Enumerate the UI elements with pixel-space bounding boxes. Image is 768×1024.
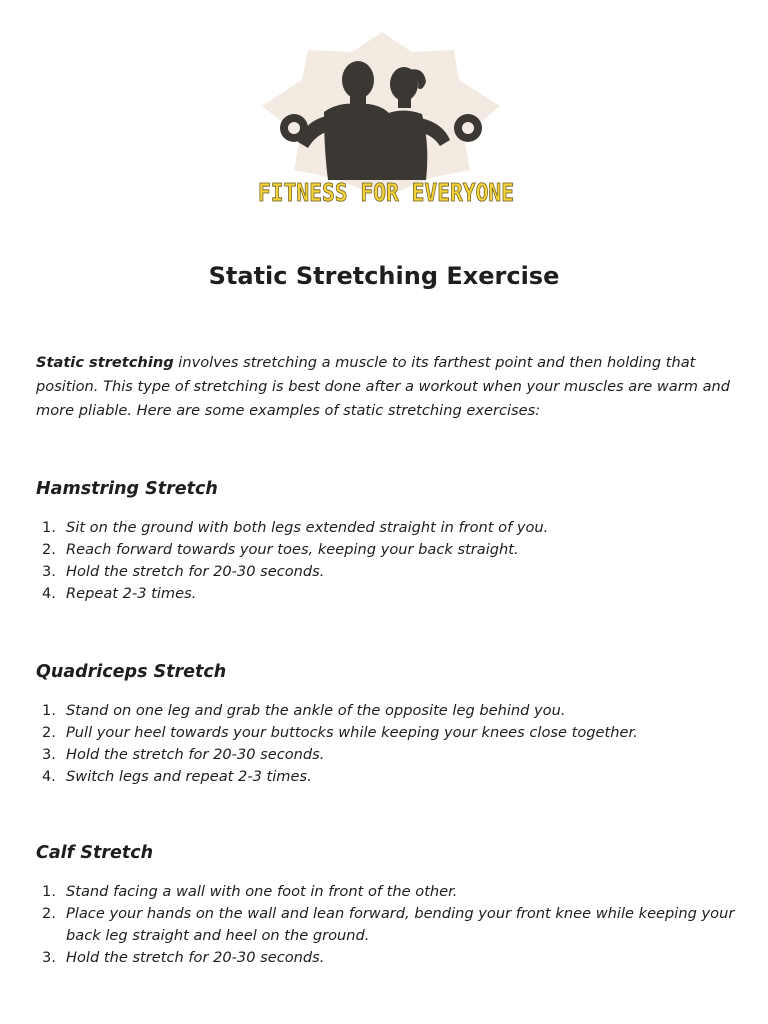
list-item	[36, 517, 736, 539]
step-number: 3.	[42, 949, 56, 966]
page-title: Static Stretching Exercise	[208, 262, 560, 290]
list-item	[36, 722, 736, 744]
section-heading-hamstring: Hamstring Stretch	[36, 479, 218, 499]
step-text: Hold the stretch for 20-30 seconds.	[66, 563, 325, 580]
step-number: 4.	[42, 585, 56, 602]
steps-list-calf	[36, 881, 736, 969]
intro-paragraph	[36, 351, 736, 423]
step-number: 3.	[42, 746, 56, 763]
section-heading-quadriceps: Quadriceps Stretch	[36, 662, 227, 682]
step-number: 1.	[42, 883, 56, 900]
step-number: 1.	[42, 702, 56, 719]
step-text: Switch legs and repeat 2-3 times.	[66, 768, 312, 785]
step-text: Stand facing a wall with one foot in front of the other.	[66, 883, 458, 900]
list-item	[36, 583, 736, 605]
list-item	[36, 539, 736, 561]
step-text: Reach forward towards your toes, keeping your back straight.	[66, 541, 519, 558]
intro-bold-term: Static stretching	[36, 354, 174, 371]
list-item	[36, 744, 736, 766]
intro-text: involves stretching a muscle to its farthest point and then holding that position. This type of stretching is best done after a workout when your muscles are warm and more pliable. Here are some examples of static stretching exercises:	[36, 354, 731, 419]
steps-list-hamstring	[36, 517, 736, 605]
logo-text: FITNESS FOR EVERYONE	[258, 178, 514, 207]
step-text: Repeat 2-3 times.	[66, 585, 197, 602]
fitness-logo	[254, 30, 518, 212]
section-heading-calf: Calf Stretch	[36, 843, 154, 863]
step-text: Sit on the ground with both legs extended straight in front of you.	[66, 519, 549, 536]
steps-list-quadriceps	[36, 700, 736, 788]
step-number: 3.	[42, 563, 56, 580]
step-text: Stand on one leg and grab the ankle of the opposite leg behind you.	[66, 702, 566, 719]
list-item	[36, 766, 736, 788]
step-number: 1.	[42, 519, 56, 536]
list-item	[36, 881, 736, 903]
step-number: 2.	[42, 905, 56, 922]
step-text: Pull your heel towards your buttocks while keeping your knees close together.	[66, 724, 638, 741]
list-item	[36, 700, 736, 722]
step-number: 2.	[42, 541, 56, 558]
fitness-couple-dumbbells-icon	[254, 30, 518, 212]
list-item	[36, 947, 736, 969]
step-number: 2.	[42, 724, 56, 741]
step-number: 4.	[42, 768, 56, 785]
step-text: Place your hands on the wall and lean forward, bending your front knee while keeping your back leg straight and heel on the ground.	[66, 905, 735, 944]
step-text: Hold the stretch for 20-30 seconds.	[66, 746, 325, 763]
list-item	[36, 903, 736, 947]
step-text: Hold the stretch for 20-30 seconds.	[66, 949, 325, 966]
list-item	[36, 561, 736, 583]
